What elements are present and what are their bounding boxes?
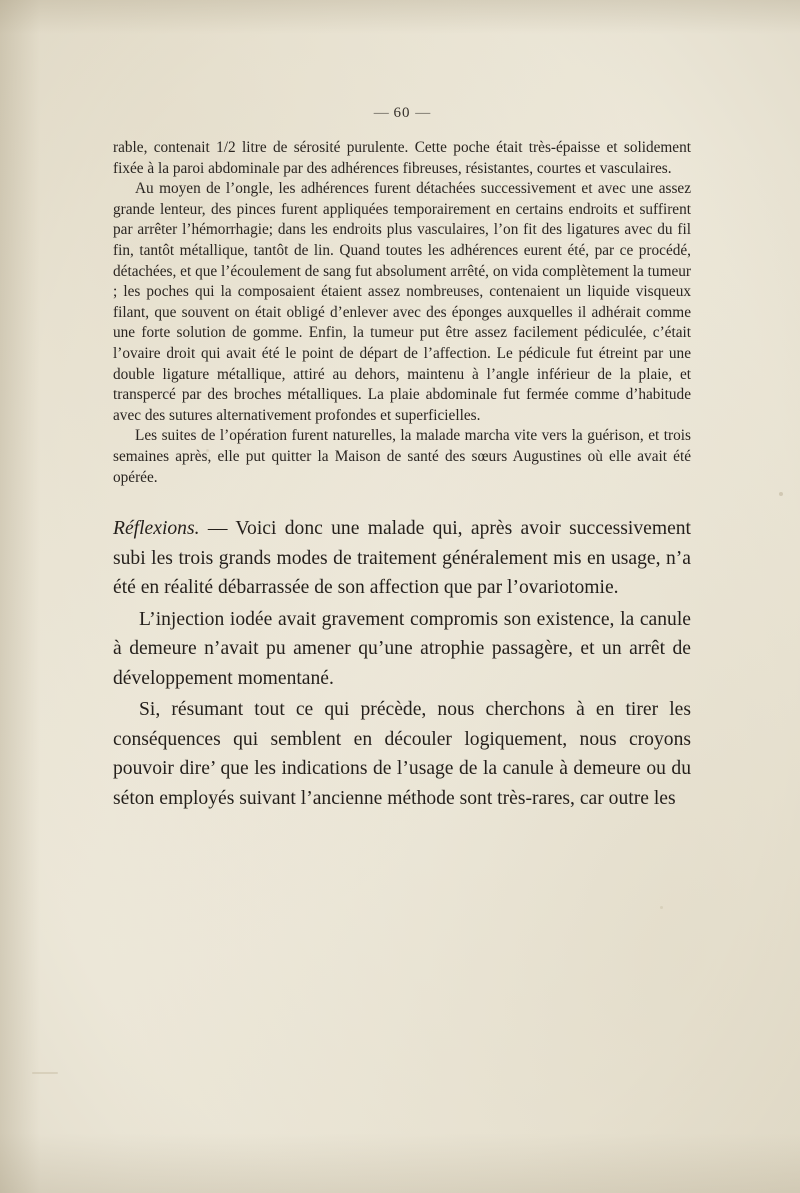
paragraph: L’injection iodée avait gravement compromis son existence, la canule à demeure n’avait pu amener qu’une atrophie passagère, et un arrêt de développement momentané. (113, 608, 691, 689)
paragraph: rable, contenait 1/2 litre de sérosité purulente. Cette poche était très-épaisse et solidement fixée à la paroi abdominale par des adhérences fibreuses, résistantes, courtes et vasculaires. (113, 139, 691, 177)
folio-dash-left: — (373, 105, 389, 121)
paper-speck (779, 492, 783, 496)
page-text-block (113, 105, 691, 815)
paragraph: Si, résumant tout ce qui précède, nous cherchons à en tirer les conséquences qui semblent en découler logiquement, nous croyons pouvoir dire’ que les indications de l’usage de la canule à demeure ou du séton employés suivant l’ancienne méthode sont très-rares, car outre les (113, 699, 691, 809)
reflections-heading: Réflexions. (113, 518, 200, 540)
body-small-type (113, 138, 691, 488)
body-large-type (113, 514, 691, 813)
paper-speck (660, 906, 663, 909)
paper-speck (32, 1072, 58, 1074)
page-edge-shading-left (0, 0, 40, 1193)
page-edge-shading-top (0, 0, 800, 34)
paragraph: Au moyen de l’ongle, les adhérences furent détachées successivement et avec une assez grande lenteur, des pinces furent appliquées temporairement en certains endroits et suffirent par arrêter l’hémorrhagie; dans les endroits plus vasculaires, l’on fit des ligatures avec du fil fin, tantôt métallique, tantôt de lin. Quand toutes les adhérences eurent été, par ce procédé, détachées, et que l’écoulement de sang fut absolument arrêté, on vida complètement la tumeur ; les poches qui la composaient étaient assez nombreuses, contenaient un liquide visqueux filant, que souvent on était obligé d’enlever avec des éponges auxquelles il adhérait comme une forte solution de gomme. Enfin, la tumeur put être assez facilement pédiculée, c’était l’ovaire droit qui avait été le point de départ de l’affection. Le pédicule fut étreint par une double ligature métallique, attiré au dehors, maintenu à l’angle inférieur de la plaie, et transpercé par des broches métalliques. La plaie abdominale fut fermée comme d’habitude avec des sutures alternativement profondes et superficielles. (113, 180, 691, 424)
folio-dash-right: — (415, 105, 431, 121)
reflections-text: Voici donc une malade qui, après avoir successivement subi les trois grands modes de traitement généralement mis en usage, n’a été en réalité débarrassée de son affection que par l’ovariotomie. (113, 518, 692, 599)
page-edge-shading-bottom (0, 1133, 800, 1193)
paragraph: Les suites de l’opération furent naturelles, la malade marcha vite vers la guérison, et trois semaines après, elle put quitter la Maison de santé des sœurs Augustines où elle avait été opérée. (113, 427, 691, 486)
folio-number: 60 (393, 105, 411, 121)
em-dash: — (207, 518, 228, 540)
reflections-paragraph (113, 514, 691, 603)
page-folio (113, 105, 691, 122)
